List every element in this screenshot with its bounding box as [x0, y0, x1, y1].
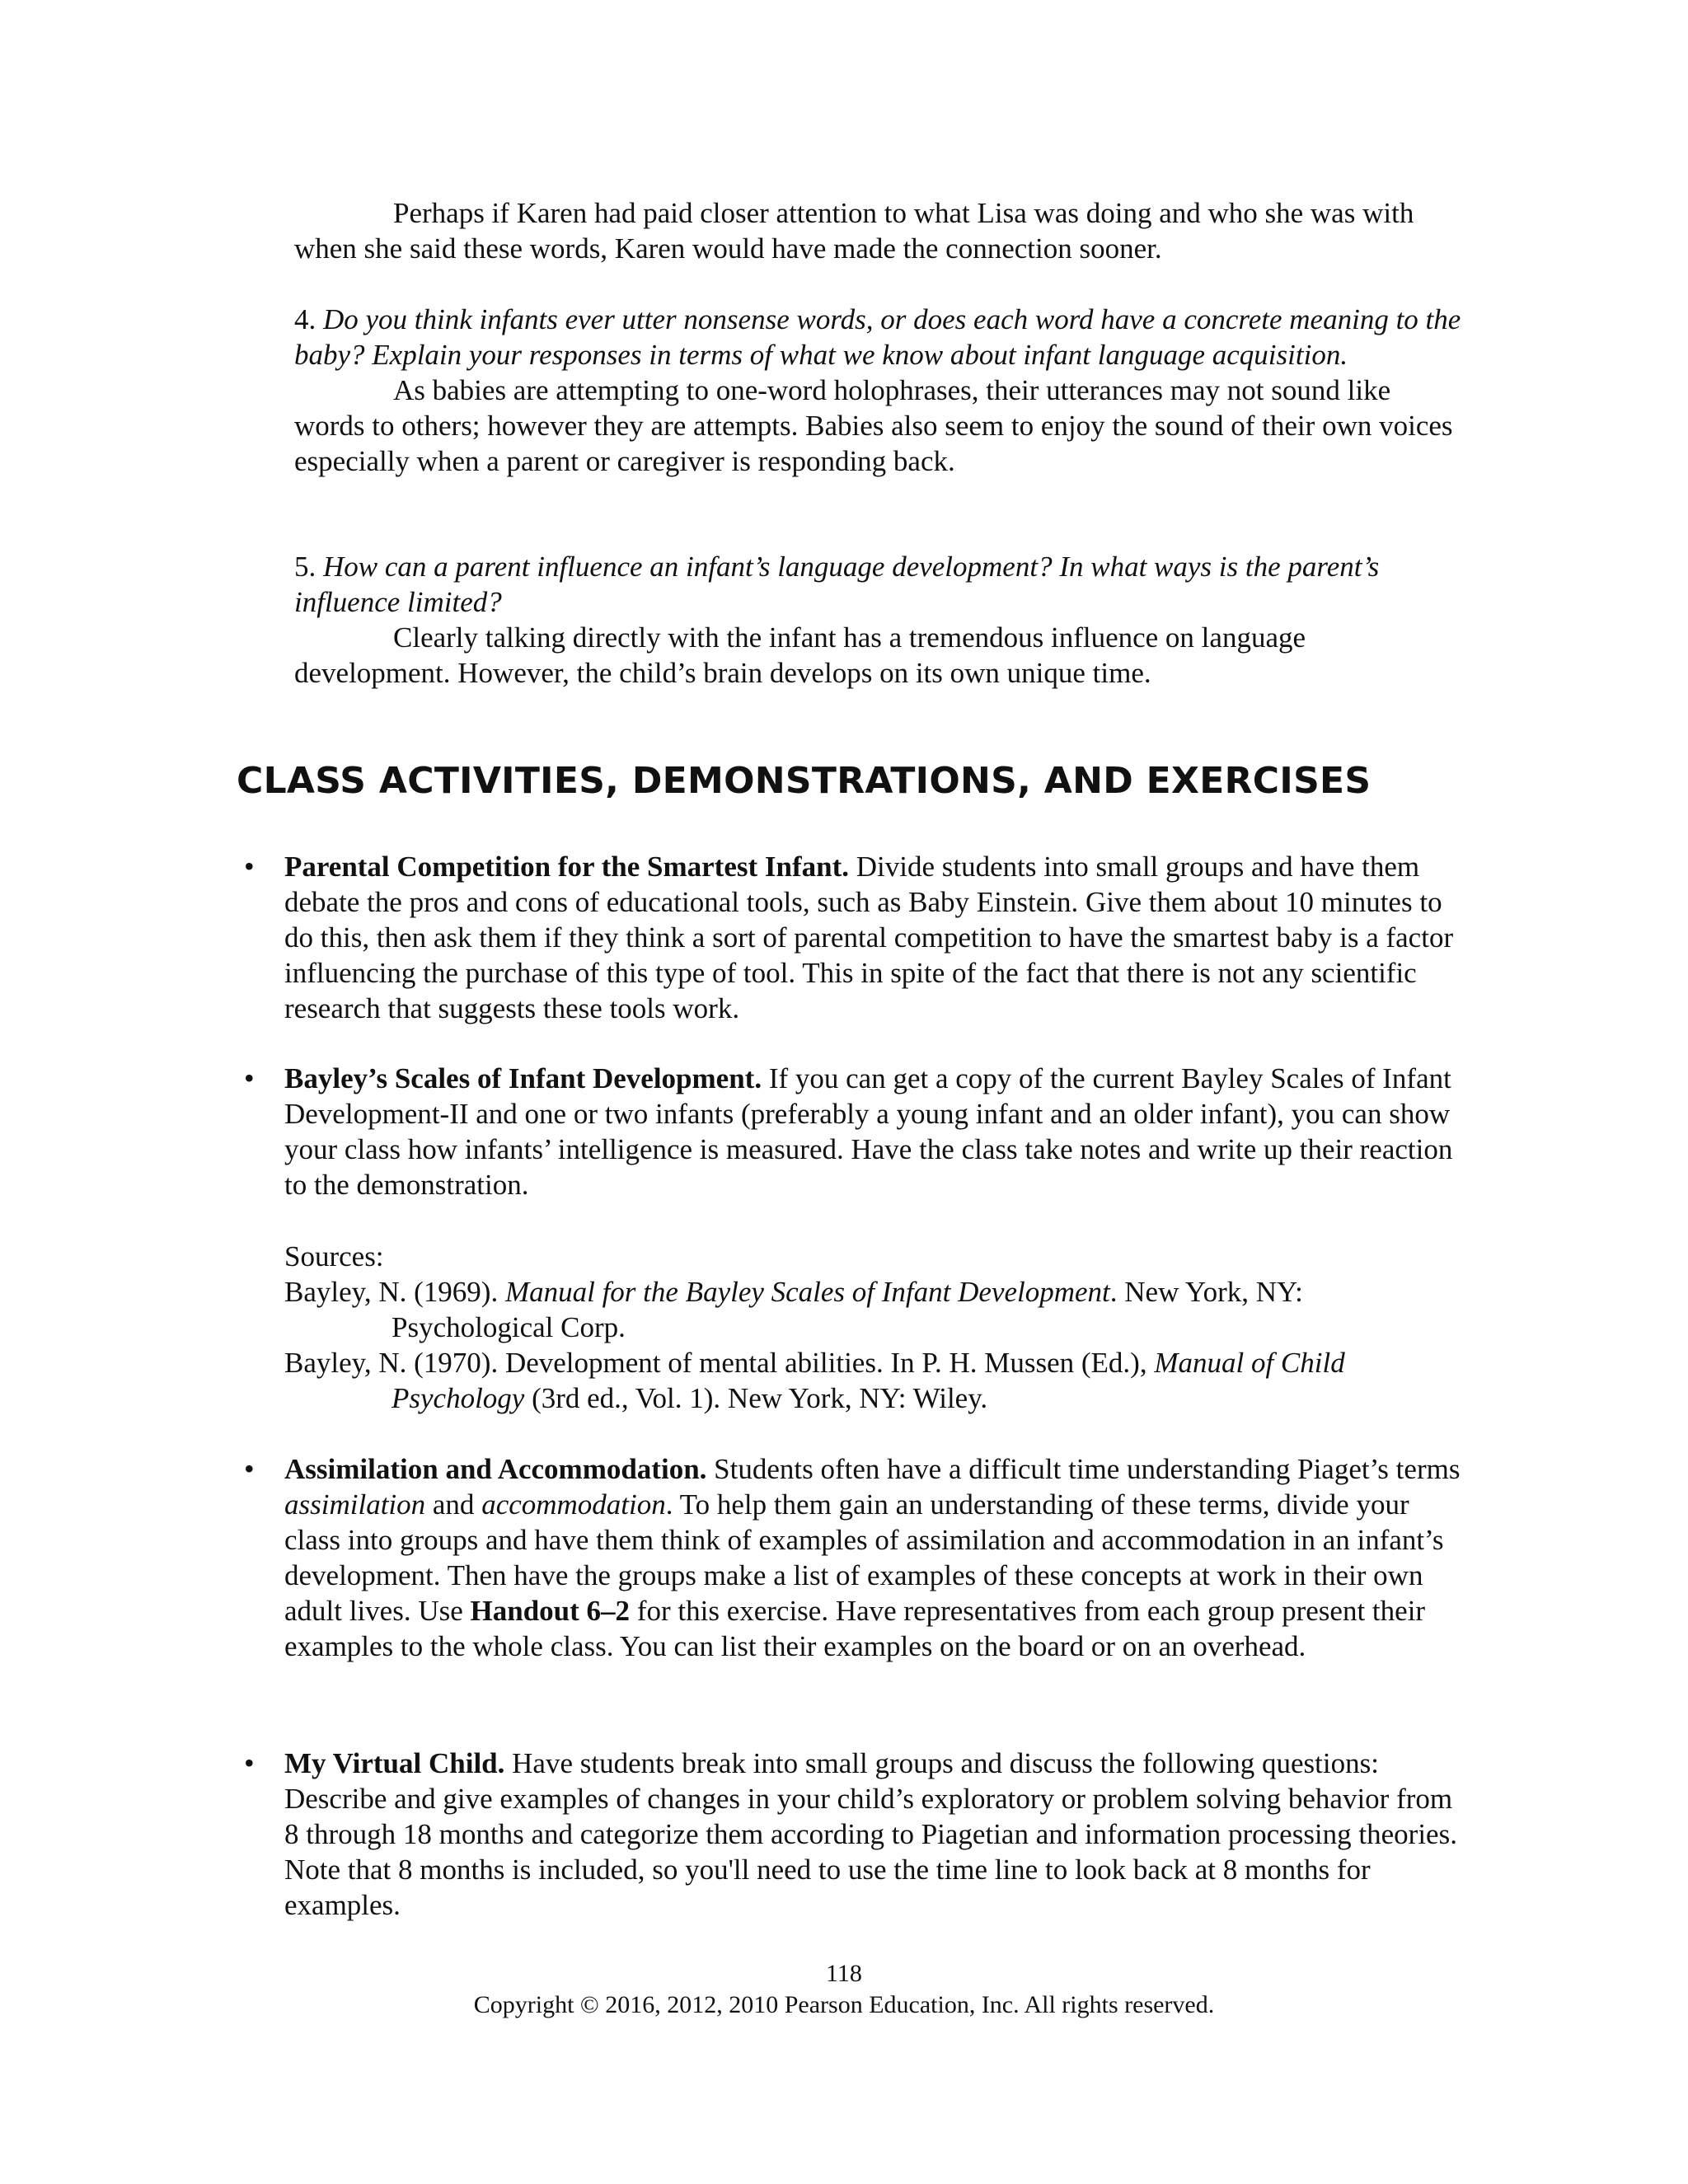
- bullet-icon: •: [244, 1746, 255, 1779]
- activity-my-virtual-child: [284, 1746, 1471, 1923]
- reference-1-publisher: . New York, NY: Psychological Corp.: [392, 1276, 1303, 1343]
- question-5-answer: Clearly talking directly with the infant has a tremendous influence on language development. However, the child’s brain develops on its own unique time.: [294, 621, 1306, 689]
- activity-title: Bayley’s Scales of Infant Development.: [284, 1062, 762, 1094]
- sources-label: Sources:: [284, 1240, 384, 1272]
- copyright-notice: Copyright © 2016, 2012, 2010 Pearson Education, Inc. All rights reserved.: [473, 1991, 1215, 2018]
- question-5-number: 5.: [294, 551, 316, 583]
- activity-title: My Virtual Child.: [284, 1747, 505, 1779]
- question-5-text: How can a parent influence an infant’s language development? In what ways is the parent’s influence limited?: [294, 551, 1380, 618]
- activity-body: Students often have a difficult time understanding Piaget’s terms: [706, 1453, 1461, 1485]
- activity-bayley-scales: [284, 1061, 1471, 1202]
- question-4-answer: As babies are attempting to one-word holophrases, their utterances may not sound like words to others; however they are attempts. Babies also seem to enjoy the sound of their own voices especially when a parent or caregiver is responding back.: [294, 374, 1453, 477]
- intro-paragraph: [294, 195, 1465, 266]
- activity-title: Parental Competition for the Smartest Infant.: [284, 851, 850, 883]
- activity-body: and: [425, 1488, 482, 1521]
- bullet-icon: •: [244, 850, 255, 883]
- activity-body: If you can get a copy of the current Bayley Scales of Infant Development-II and one or two infants (preferably a young infant and an older infant), you can show your class how infants’ intelligence is measured. Have the class take notes and write up their reaction to the demonstration.: [284, 1062, 1453, 1201]
- question-4-number: 4.: [294, 303, 316, 335]
- bullet-icon: •: [244, 1452, 255, 1485]
- term-assimilation: assimilation: [284, 1488, 426, 1521]
- bullet-icon: •: [244, 1062, 255, 1094]
- question-4: [294, 302, 1465, 479]
- activity-title: Assimilation and Accommodation.: [284, 1453, 707, 1485]
- reference-2-publisher: (3rd ed., Vol. 1). New York, NY: Wiley.: [524, 1382, 988, 1414]
- activity-body: . To help them gain an understanding of these terms, divide your class into groups and have them think of examples of assimilation and accommodation in an infant’s development. Then have the groups make a list of examples of these concepts at work in their own adult lives. Use: [284, 1488, 1444, 1627]
- reference-2-author: Bayley, N. (1970). Development of mental abilities. In P. H. Mussen (Ed.),: [284, 1347, 1155, 1379]
- activity-body: Divide students into small groups and have them debate the pros and cons of educational tools, such as Baby Einstein. Give them about 10 minutes to do this, then ask them if they think a sort of parental competition to have the smartest baby is a factor influencing the purchase of this type of tool. This in spite of the fact that there is not any scientific research that suggests these tools work.: [284, 851, 1454, 1024]
- reference-1-author: Bayley, N. (1969).: [284, 1276, 505, 1308]
- activity-body: Have students break into small groups and discuss the following questions: Describe and give examples of changes in your child’s exploratory or problem solving behavior from 8 through 18 months and categorize them according to Piagetian and information processing theories. Note that 8 months is included, so you'll need to use the time line to look back at 8 months for examples.: [284, 1747, 1457, 1921]
- activity-body: for this exercise. Have representatives from each group present their examples to the whole class. You can list their examples on the board or on an overhead.: [284, 1595, 1426, 1662]
- reference-1: [284, 1274, 1471, 1345]
- question-5: [294, 549, 1465, 691]
- question-4-prompt: [294, 302, 1465, 373]
- handout-reference: Handout 6–2: [470, 1595, 631, 1627]
- page-number: 118: [826, 1960, 862, 1987]
- reference-2-title: Manual of Child Psychology: [392, 1347, 1345, 1414]
- section-heading: CLASS ACTIVITIES, DEMONSTRATIONS, AND EXERCISES: [237, 760, 1372, 802]
- activity-assimilation-accommodation: [284, 1451, 1471, 1664]
- intro-text: Perhaps if Karen had paid closer attention to what Lisa was doing and who she was with when she said these words, Karen would have made the connection sooner.: [294, 197, 1414, 265]
- question-4-text: Do you think infants ever utter nonsense words, or does each word have a concrete meaning to the baby? Explain your responses in terms of what we know about infant language acquisition.: [294, 303, 1461, 371]
- activity-parental-competition: [284, 849, 1471, 1026]
- reference-1-title: Manual for the Bayley Scales of Infant Development: [504, 1276, 1110, 1308]
- question-5-prompt: [294, 549, 1465, 620]
- reference-2: [284, 1345, 1471, 1416]
- term-accommodation: accommodation: [481, 1488, 666, 1521]
- sources-block: [284, 1239, 1471, 1416]
